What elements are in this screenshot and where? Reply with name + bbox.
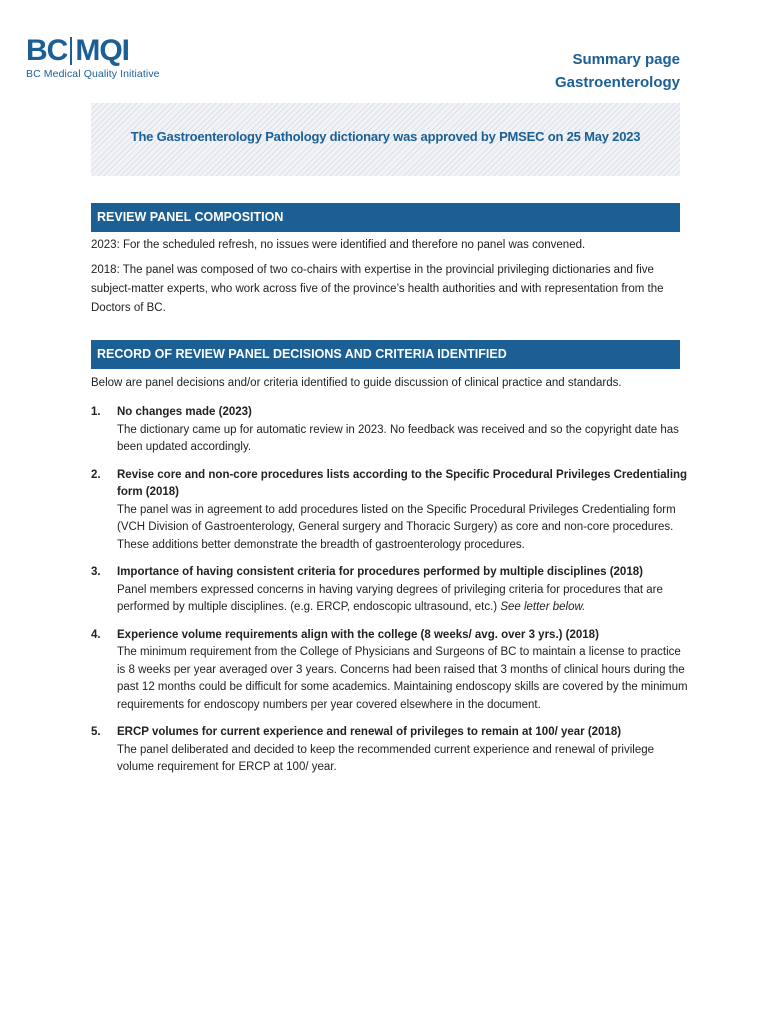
document-header	[555, 48, 680, 94]
item-title: Revise core and non-core procedures lists according to the Specific Procedural Privileges Credentialing form (2018)	[117, 468, 688, 498]
item-body-text: The panel was in agreement to add procedures listed on the Specific Procedural Privileges Credentialing form (VCH Division of Gastroenterology, General surgery and Thoracic Surgery) as core and non-core procedures. These additions better demonstrate the breadth of gastroenterology procedures.	[117, 503, 676, 551]
review-panel-2018: 2018: The panel was composed of two co-chairs with expertise in the provincial privileging dictionaries and five subject-matter experts, who work across five of the province’s health authorities and with representation from the Doctors of BC.	[91, 264, 664, 314]
item-number: 3.	[91, 566, 101, 578]
item-number: 1.	[91, 406, 101, 418]
item-body-text: Panel members expressed concerns in having varying degrees of privileging criteria for procedures that are performed by multiple disciplines. (e.g. ERCP, endoscopic ultrasound, etc.)	[117, 583, 663, 613]
item-body	[117, 502, 691, 555]
decision-item	[91, 627, 691, 715]
logo-bc-text: BC	[26, 34, 68, 67]
decision-item	[91, 467, 691, 555]
decision-item	[91, 564, 691, 617]
logo-subtitle: BC Medical Quality Initiative	[26, 68, 160, 80]
approval-banner	[91, 103, 680, 176]
item-title: Importance of having consistent criteria for procedures performed by multiple disciplines (2018)	[117, 566, 643, 578]
header-summary-page: Summary page	[572, 51, 680, 68]
item-body-text: The minimum requirement from the College of Physicians and Surgeons of BC to maintain a license to practice is 8 weeks per year averaged over 3 years. Concerns had been raised that 3 months of clinical hours during the past 12 months could be difficult for some academics. Maintaining endoscopy skills are covered by the minimum requirements for endoscopy numbers per year covered elsewhere in the document.	[117, 646, 688, 711]
item-body	[117, 644, 691, 714]
review-panel-heading: REVIEW PANEL COMPOSITION	[91, 203, 680, 232]
item-title: ERCP volumes for current experience and renewal of privileges to remain at 100/ year (2018)	[117, 726, 622, 738]
review-panel-2023: 2023: For the scheduled refresh, no issues were identified and therefore no panel was convened.	[91, 239, 586, 251]
header-specialty: Gastroenterology	[554, 74, 680, 91]
bcmqi-logo	[26, 36, 186, 80]
item-title: Experience volume requirements align with the college (8 weeks/ avg. over 3 yrs.) (2018)	[117, 628, 599, 641]
item-body-text: The dictionary came up for automatic review in 2023. No feedback was received and so the copyright date has been updated accordingly.	[117, 423, 679, 453]
item-number: 2.	[91, 468, 101, 481]
decision-item	[91, 724, 691, 777]
item-body	[117, 422, 691, 457]
item-body	[117, 742, 691, 777]
record-intro: Below are panel decisions and/or criteria identified to guide discussion of clinical practice and standards.	[91, 377, 622, 389]
logo-mark	[26, 36, 186, 66]
item-number: 5.	[91, 726, 101, 738]
logo-divider	[70, 37, 72, 65]
item-note: See letter below.	[500, 601, 586, 613]
decision-list	[91, 404, 691, 787]
item-body-text: The panel deliberated and decided to keep the recommended current experience and renewal of privilege volume requirement for ERCP at 100/ year.	[117, 743, 655, 773]
logo-mqi-text: MQI	[75, 34, 130, 67]
record-heading: RECORD OF REVIEW PANEL DECISIONS AND CRITERIA IDENTIFIED	[91, 340, 680, 369]
item-body	[117, 582, 691, 617]
item-title: No changes made (2023)	[117, 406, 252, 418]
approval-text: The Gastroenterology Pathology dictionary was approved by PMSEC on 25 May 2023	[130, 129, 641, 144]
item-number: 4.	[91, 628, 101, 641]
decision-item	[91, 404, 691, 457]
